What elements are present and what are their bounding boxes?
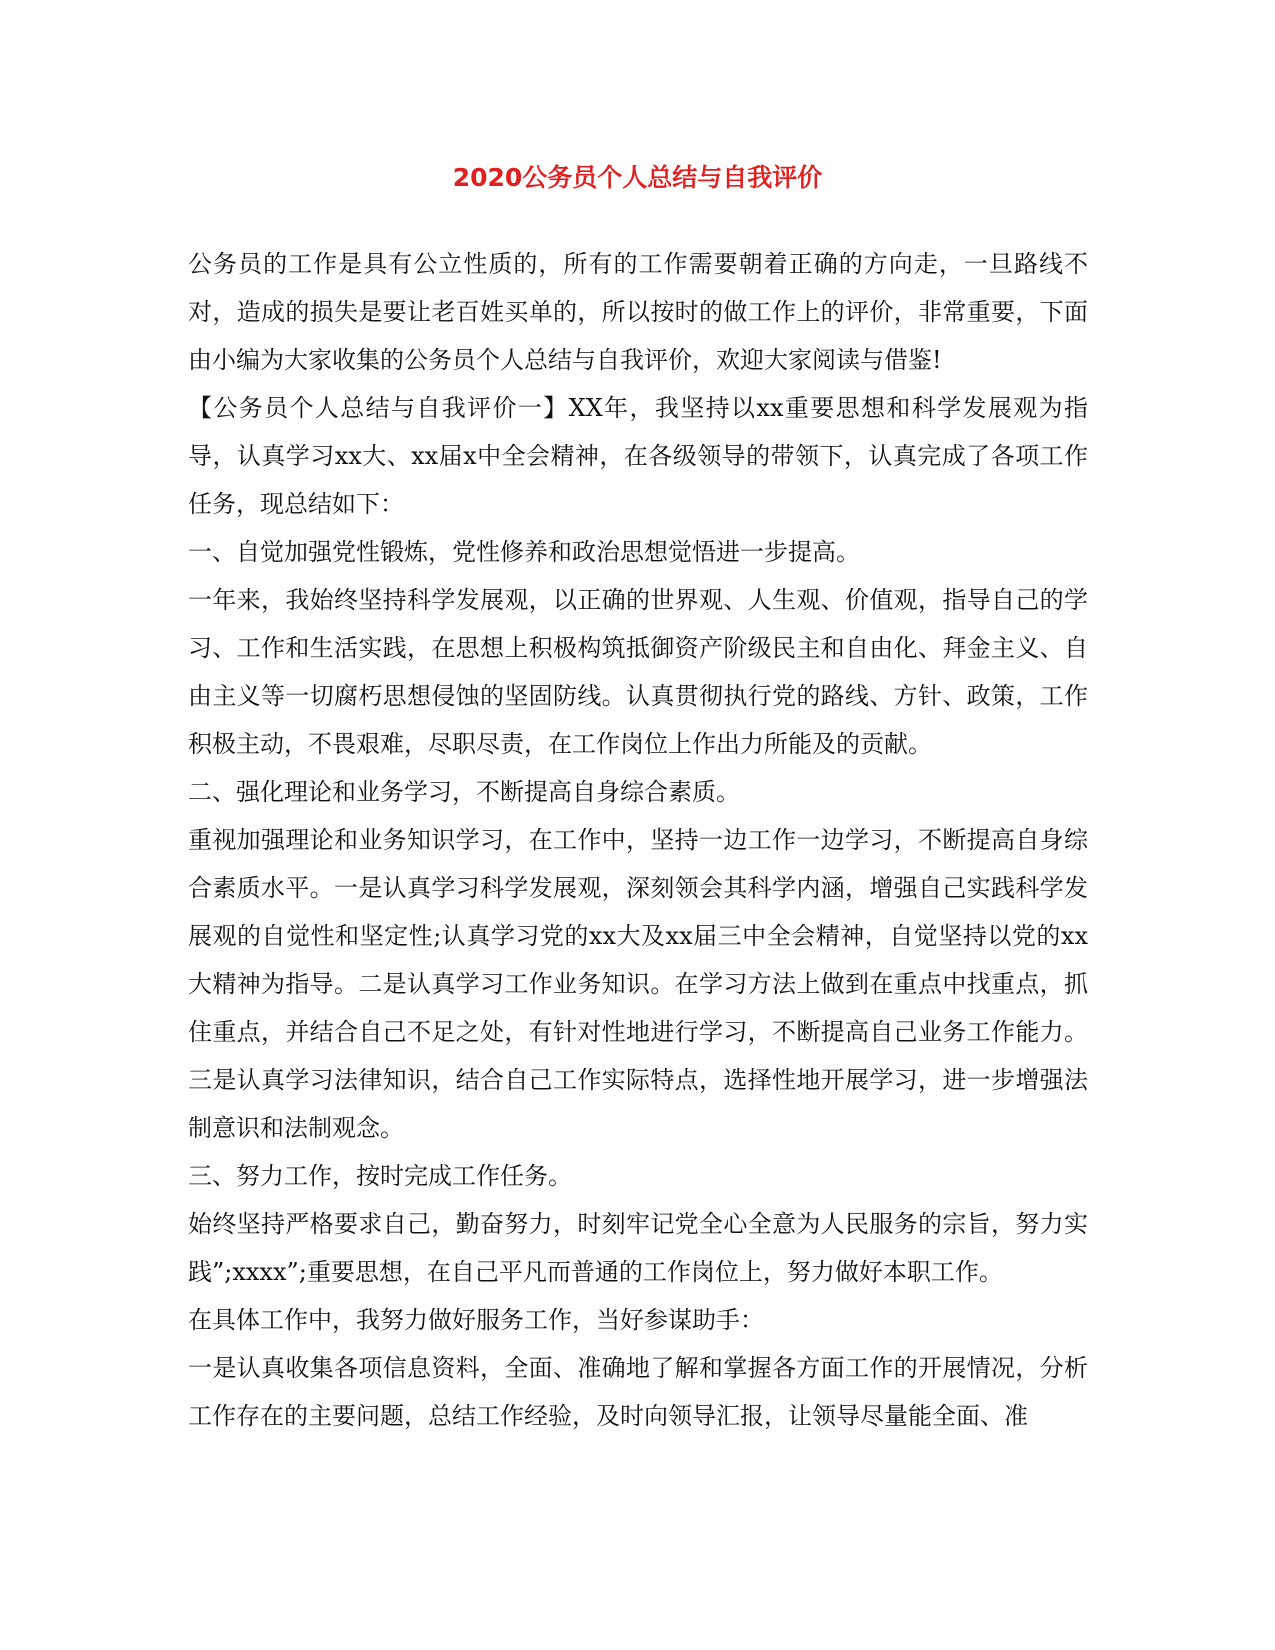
- document-body: [188, 240, 1088, 1440]
- paragraph-service-item-one: 一是认真收集各项信息资料，全面、准确地了解和掌握各方面工作的开展情况，分析工作存在的主要问题，总结工作经验，及时向领导汇报，让领导尽量能全面、准: [188, 1354, 1088, 1430]
- paragraph-part-two: 重视加强理论和业务知识学习，在工作中，坚持一边工作一边学习，不断提高自身综合素质水平。一是认真学习科学发展观，深刻领会其科学内涵，增强自己实践科学发展观的自觉性和坚定性;认真学习党的xx大及xx届三中全会精神，自觉坚持以党的xx大精神为指导。二是认真学习工作业务知识。在学习方法上做到在重点中找重点，抓住重点，并结合自己不足之处，有针对性地进行学习，不断提高自己业务工作能力。三是认真学习法律知识，结合自己工作实际特点，选择性地开展学习，进一步增强法制意识和法制观念。: [188, 826, 1088, 1142]
- paragraph-section-one-intro: 【公务员个人总结与自我评价一】XX年，我坚持以xx重要思想和科学发展观为指导，认真学习xx大、xx届x中全会精神，在各级领导的带领下，认真完成了各项工作任务，现总结如下：: [188, 394, 1088, 518]
- paragraph-intro: 公务员的工作是具有公立性质的，所有的工作需要朝着正确的方向走，一旦路线不对，造成的损失是要让老百姓买单的，所以按时的做工作上的评价，非常重要，下面由小编为大家收集的公务员个人总结与自我评价，欢迎大家阅读与借鉴!: [188, 250, 1088, 374]
- paragraph-part-one: 一年来，我始终坚持科学发展观，以正确的世界观、人生观、价值观，指导自己的学习、工作和生活实践，在思想上积极构筑抵御资产阶级民主和自由化、拜金主义、自由主义等一切腐朽思想侵蚀的坚固防线。认真贯彻执行党的路线、方针、政策，工作积极主动，不畏艰难，尽职尽责，在工作岗位上作出力所能及的贡献。: [188, 586, 1088, 758]
- heading-part-one: 一、自觉加强党性锻炼，党性修养和政治思想觉悟进一步提高。: [188, 538, 860, 566]
- heading-part-two: 二、强化理论和业务学习，不断提高自身综合素质。: [188, 778, 740, 806]
- paragraph-service-intro: 在具体工作中，我努力做好服务工作，当好参谋助手：: [188, 1306, 764, 1334]
- heading-part-three: 三、努力工作，按时完成工作任务。: [188, 1162, 572, 1190]
- document-title: 2020公务员个人总结与自我评价: [452, 163, 823, 192]
- paragraph-part-three: 始终坚持严格要求自己，勤奋努力，时刻牢记党全心全意为人民服务的宗旨，努力实践”;xxxx”;重要思想，在自己平凡而普通的工作岗位上，努力做好本职工作。: [188, 1210, 1088, 1286]
